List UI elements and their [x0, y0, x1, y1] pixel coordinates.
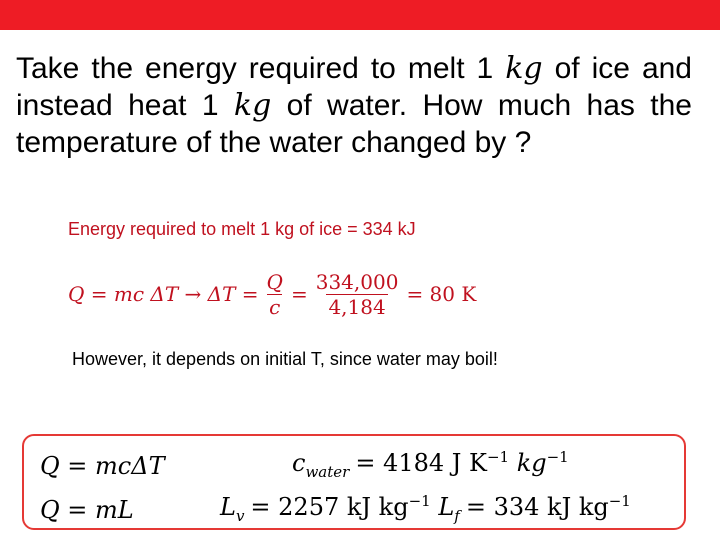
boiling-note: However, it depends on initial T, since water may boil!: [72, 349, 498, 369]
fraction-values: $\frac{334,000}{4,184}$: [315, 269, 399, 319]
question-text: [16, 50, 692, 161]
formula-q-mcdt: Q = mcΔT: [40, 452, 165, 480]
fraction-q-over-c: $\frac{Q}{c}$: [266, 269, 283, 319]
formula-c-water: $c_{water} = 4184$ J $K^{-1}$ $kg^{-1}$: [292, 448, 569, 481]
equation-lhs: Q = mc ΔT → ΔT =: [68, 282, 259, 306]
question-line-3: temperature of the water changed by ?: [16, 126, 532, 159]
formula-latent-heats: $L_v = 2257$ kJ $kg^{-1}$ $L_f = 334$ kJ $kg^{-1}$: [220, 492, 631, 525]
question-line-2: instead heat 1 kg of water. How much has the: [16, 88, 692, 123]
heat-equation: [68, 266, 476, 322]
formula-q-ml: Q = mL: [40, 496, 134, 524]
equation-equals: =: [290, 282, 308, 306]
energy-statement: Energy required to melt 1 kg of ice = 334 kJ: [68, 219, 416, 239]
formula-box: [22, 434, 686, 530]
question-line-1: Take the energy required to melt 1 kg of ice and: [16, 51, 692, 86]
equation-result: = 80 K: [406, 282, 477, 306]
title-bar-accent: [0, 0, 720, 30]
